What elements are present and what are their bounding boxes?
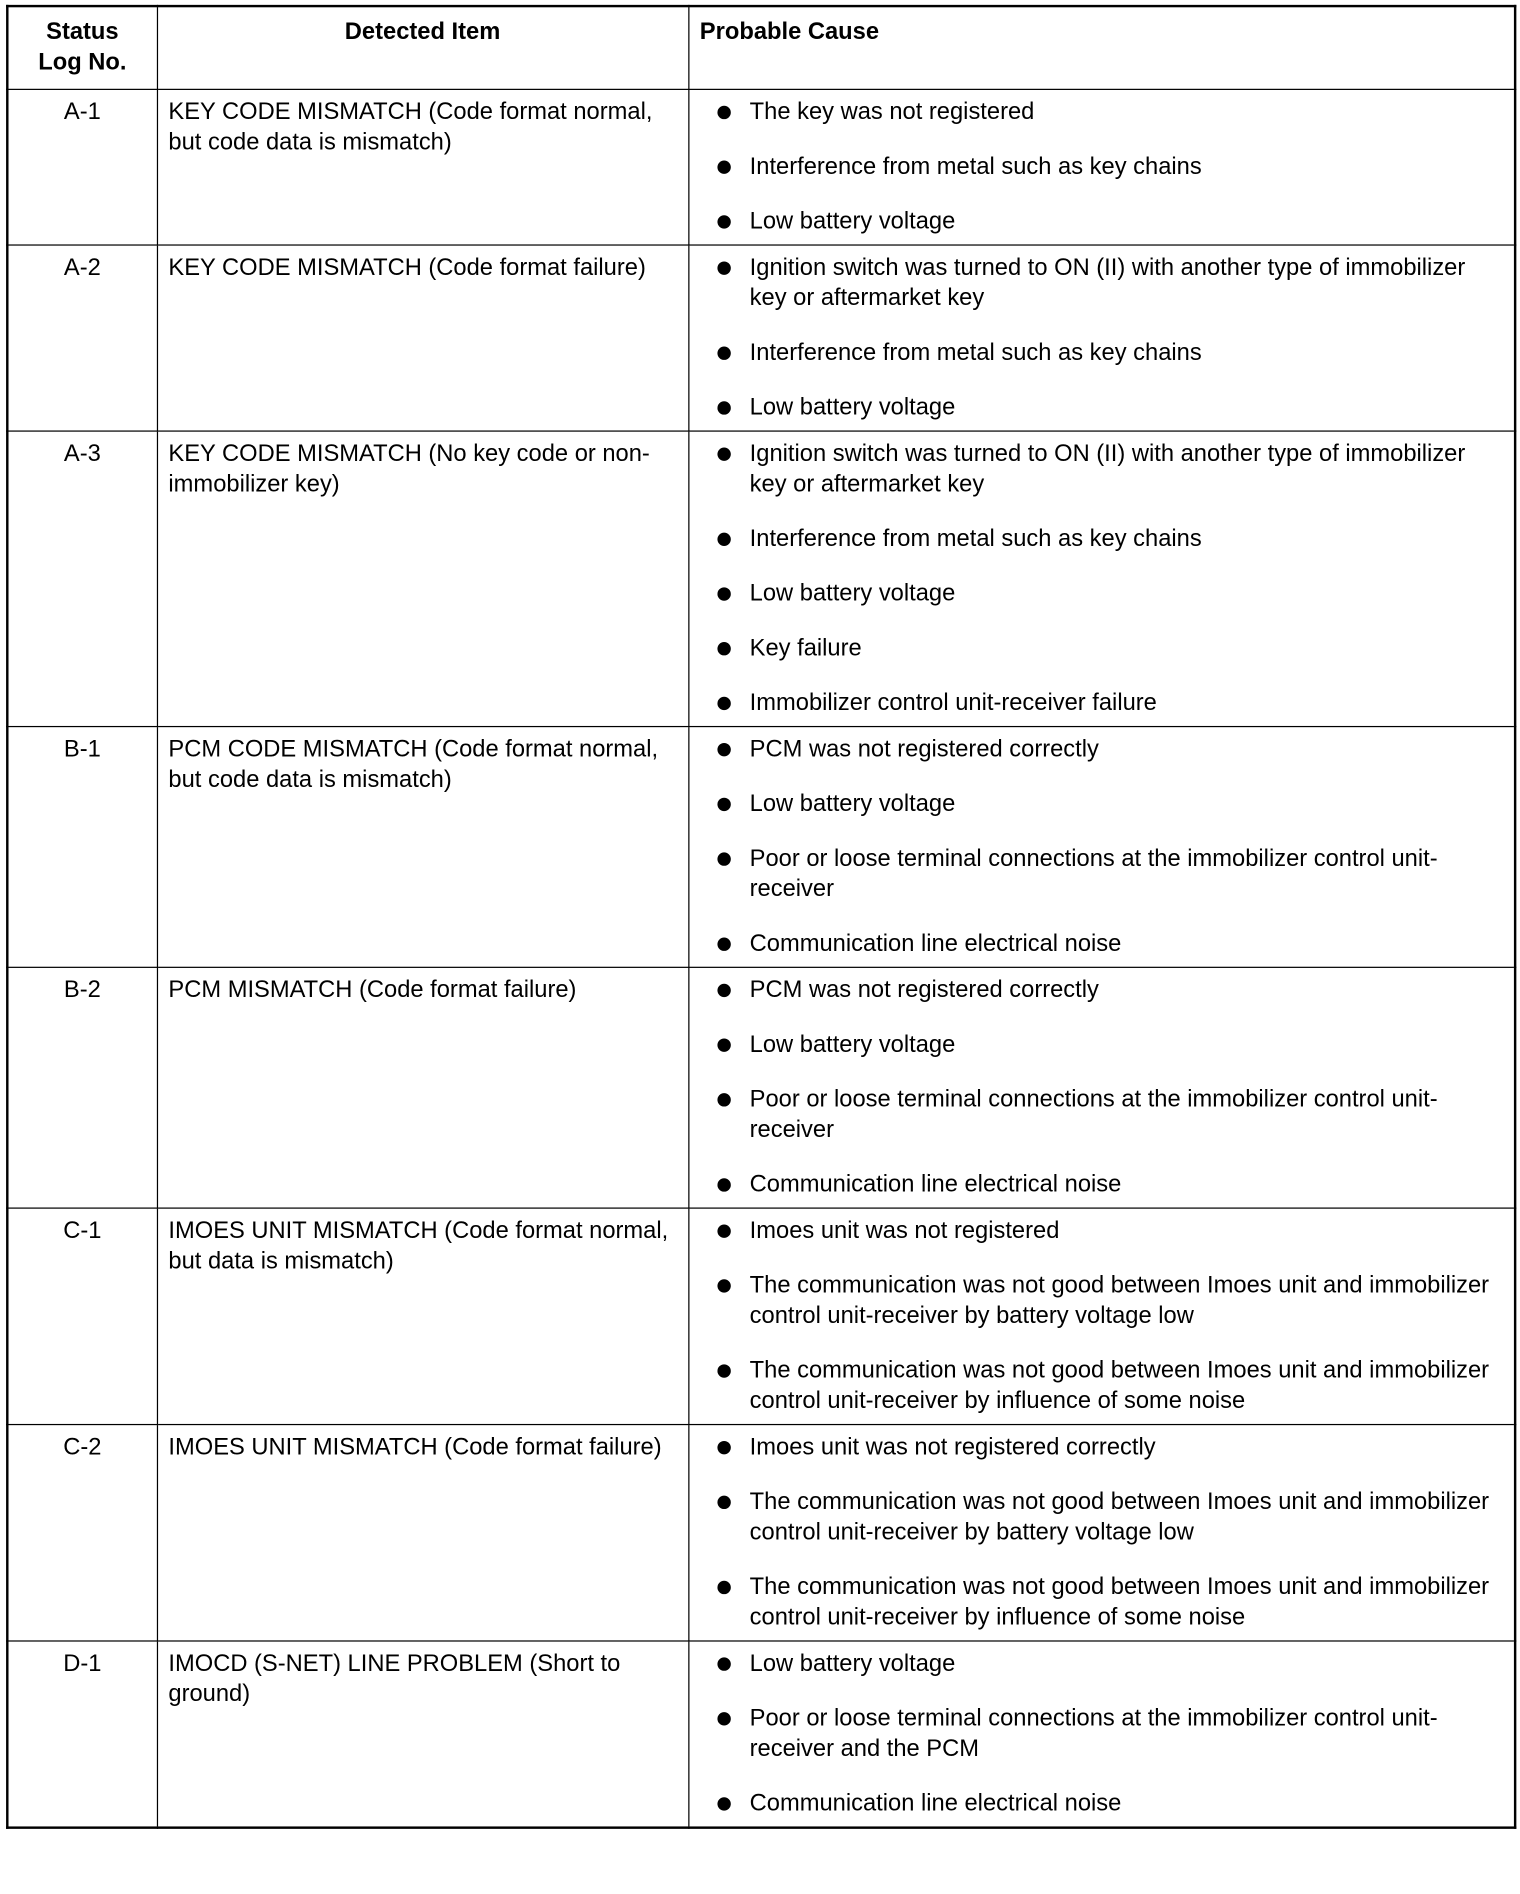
cause-text: The communication was not good between Imoes unit and immobilizer control unit-receiver by influence of some noise — [749, 1572, 1490, 1631]
cause-text: Ignition switch was turned to ON (II) with another type of immobilizer key or aftermarket key — [749, 253, 1466, 311]
probable-cause-cell — [688, 726, 1515, 967]
bullet-icon — [717, 1364, 730, 1377]
status-log-no-cell: B-1 — [7, 726, 157, 967]
bullet-icon — [717, 1657, 730, 1670]
bullet-icon — [717, 346, 730, 359]
bullet-icon — [717, 742, 730, 755]
detected-item-cell: IMOCD (S-NET) LINE PROBLEM (Short to ground) — [157, 1640, 688, 1827]
cause-text: The communication was not good between Imoes unit and immobilizer control unit-receiver by battery voltage low — [749, 1271, 1490, 1329]
probable-cause-cell — [688, 430, 1515, 725]
detected-item-cell: IMOES UNIT MISMATCH (Code format normal, but data is mismatch) — [157, 1207, 688, 1423]
list-item — [689, 151, 1502, 181]
list-item — [689, 337, 1502, 367]
header-status-line-1: Status — [46, 18, 119, 45]
table-body — [7, 89, 1515, 1827]
probable-cause-list — [689, 1432, 1502, 1633]
bullet-icon — [717, 1440, 730, 1453]
detected-item-cell: KEY CODE MISMATCH (Code format failure) — [157, 244, 688, 430]
header-status-line-2: Log No. — [38, 48, 127, 76]
cause-text: Low battery voltage — [749, 393, 956, 421]
cause-text: Immobilizer control unit-receiver failure — [749, 688, 1157, 716]
cause-text: Imoes unit was not registered — [749, 1216, 1060, 1244]
list-item — [689, 1432, 1502, 1462]
bullet-icon — [717, 1178, 730, 1191]
bullet-icon — [717, 1279, 730, 1292]
bullet-icon — [717, 447, 730, 460]
bullet-icon — [717, 160, 730, 173]
list-item — [689, 1788, 1502, 1818]
list-item — [689, 1084, 1502, 1145]
bullet-icon — [717, 797, 730, 810]
detected-item-cell: IMOES UNIT MISMATCH (Code format failure) — [157, 1424, 688, 1640]
cause-text: Poor or loose terminal connections at the immobilizer control unit-receiver — [749, 844, 1438, 902]
status-log-no-cell: A-3 — [7, 430, 157, 725]
probable-cause-list — [689, 975, 1502, 1200]
cause-text: Communication line electrical noise — [749, 1789, 1122, 1817]
list-item — [689, 206, 1502, 236]
table-row — [7, 967, 1515, 1208]
header-status-log-no — [7, 6, 157, 89]
bullet-icon — [717, 1797, 730, 1810]
cause-text: Low battery voltage — [749, 1649, 956, 1677]
probable-cause-cell — [688, 244, 1515, 430]
probable-cause-cell — [688, 967, 1515, 1208]
probable-cause-cell — [688, 89, 1515, 245]
list-item — [689, 789, 1502, 819]
bullet-icon — [717, 983, 730, 996]
cause-text: The communication was not good between Imoes unit and immobilizer control unit-receiver by battery voltage low — [749, 1487, 1490, 1545]
table-row — [7, 430, 1515, 725]
status-log-no-cell: A-2 — [7, 244, 157, 430]
bullet-icon — [717, 1495, 730, 1508]
detected-item-cell: KEY CODE MISMATCH (No key code or non-immobilizer key) — [157, 430, 688, 725]
status-log-no-cell: A-1 — [7, 89, 157, 245]
header-row — [7, 6, 1515, 89]
cause-text: PCM was not registered correctly — [749, 735, 1099, 762]
list-item — [689, 1648, 1502, 1678]
list-item — [689, 688, 1502, 718]
list-item — [689, 928, 1502, 958]
status-log-no-cell: D-1 — [7, 1640, 157, 1827]
list-item — [689, 843, 1502, 904]
cause-text: Ignition switch was turned to ON (II) with another type of immobilizer key or aftermarket key — [749, 439, 1466, 497]
probable-cause-list — [689, 734, 1502, 959]
list-item — [689, 1215, 1502, 1245]
table-row — [7, 89, 1515, 245]
table-row — [7, 726, 1515, 967]
list-item — [689, 1703, 1502, 1764]
bullet-icon — [717, 587, 730, 600]
cause-text: Poor or loose terminal connections at the immobilizer control unit-receiver and the PCM — [749, 1704, 1438, 1762]
cause-text: Interference from metal such as key chains — [749, 152, 1202, 180]
list-item — [689, 392, 1502, 422]
table-row — [7, 244, 1515, 430]
list-item — [689, 975, 1502, 1005]
bullet-icon — [717, 1712, 730, 1725]
bullet-icon — [717, 641, 730, 654]
bullet-icon — [717, 1093, 730, 1106]
list-item — [689, 438, 1502, 499]
cause-text: Low battery voltage — [749, 207, 956, 235]
list-item — [689, 1487, 1502, 1548]
bullet-icon — [717, 261, 730, 274]
status-log-no-cell: B-2 — [7, 967, 157, 1208]
bullet-icon — [717, 105, 730, 118]
detected-item-cell: KEY CODE MISMATCH (Code format normal, but code data is mismatch) — [157, 89, 688, 245]
list-item — [689, 734, 1502, 764]
cause-text: The key was not registered — [749, 97, 1035, 125]
detected-item-cell: PCM MISMATCH (Code format failure) — [157, 967, 688, 1208]
cause-text: Interference from metal such as key chains — [749, 524, 1202, 552]
list-item — [689, 252, 1502, 313]
list-item — [689, 1270, 1502, 1331]
header-probable-cause: Probable Cause — [688, 6, 1515, 89]
list-item — [689, 1029, 1502, 1059]
list-item — [689, 633, 1502, 663]
cause-text: Low battery voltage — [749, 579, 956, 607]
table-row — [7, 1207, 1515, 1423]
list-item — [689, 523, 1502, 553]
bullet-icon — [717, 401, 730, 414]
bullet-icon — [717, 215, 730, 228]
bullet-icon — [717, 852, 730, 865]
header-detected-item: Detected Item — [157, 6, 688, 89]
status-log-no-cell: C-2 — [7, 1424, 157, 1640]
table-row — [7, 1424, 1515, 1640]
cause-text: Key failure — [749, 634, 862, 661]
list-item — [689, 1169, 1502, 1199]
cause-text: The communication was not good between Imoes unit and immobilizer control unit-receiver by influence of some noise — [749, 1356, 1490, 1414]
cause-text: Communication line electrical noise — [749, 1170, 1122, 1198]
probable-cause-cell — [688, 1640, 1515, 1827]
table-row — [7, 1640, 1515, 1827]
probable-cause-list — [689, 1648, 1502, 1818]
probable-cause-list — [689, 438, 1502, 718]
status-log-table — [6, 5, 1516, 1828]
cause-text: Poor or loose terminal connections at the immobilizer control unit-receiver — [749, 1085, 1438, 1143]
bullet-icon — [717, 1038, 730, 1051]
cause-text: Low battery voltage — [749, 789, 956, 817]
bullet-icon — [717, 696, 730, 709]
cause-text: Communication line electrical noise — [749, 929, 1122, 957]
cause-text: Interference from metal such as key chains — [749, 338, 1202, 366]
cause-text: Low battery voltage — [749, 1030, 956, 1058]
probable-cause-cell — [688, 1207, 1515, 1423]
list-item — [689, 578, 1502, 608]
cause-text: PCM was not registered correctly — [749, 975, 1099, 1003]
detected-item-cell: PCM CODE MISMATCH (Code format normal, but code data is mismatch) — [157, 726, 688, 967]
list-item — [689, 97, 1502, 127]
status-log-no-cell: C-1 — [7, 1207, 157, 1423]
bullet-icon — [717, 1580, 730, 1593]
bullet-icon — [717, 937, 730, 950]
probable-cause-list — [689, 252, 1502, 422]
probable-cause-list — [689, 97, 1502, 237]
list-item — [689, 1572, 1502, 1633]
bullet-icon — [717, 1224, 730, 1237]
probable-cause-cell — [688, 1424, 1515, 1640]
bullet-icon — [717, 532, 730, 545]
probable-cause-list — [689, 1215, 1502, 1416]
list-item — [689, 1355, 1502, 1416]
cause-text: Imoes unit was not registered correctly — [749, 1433, 1156, 1460]
